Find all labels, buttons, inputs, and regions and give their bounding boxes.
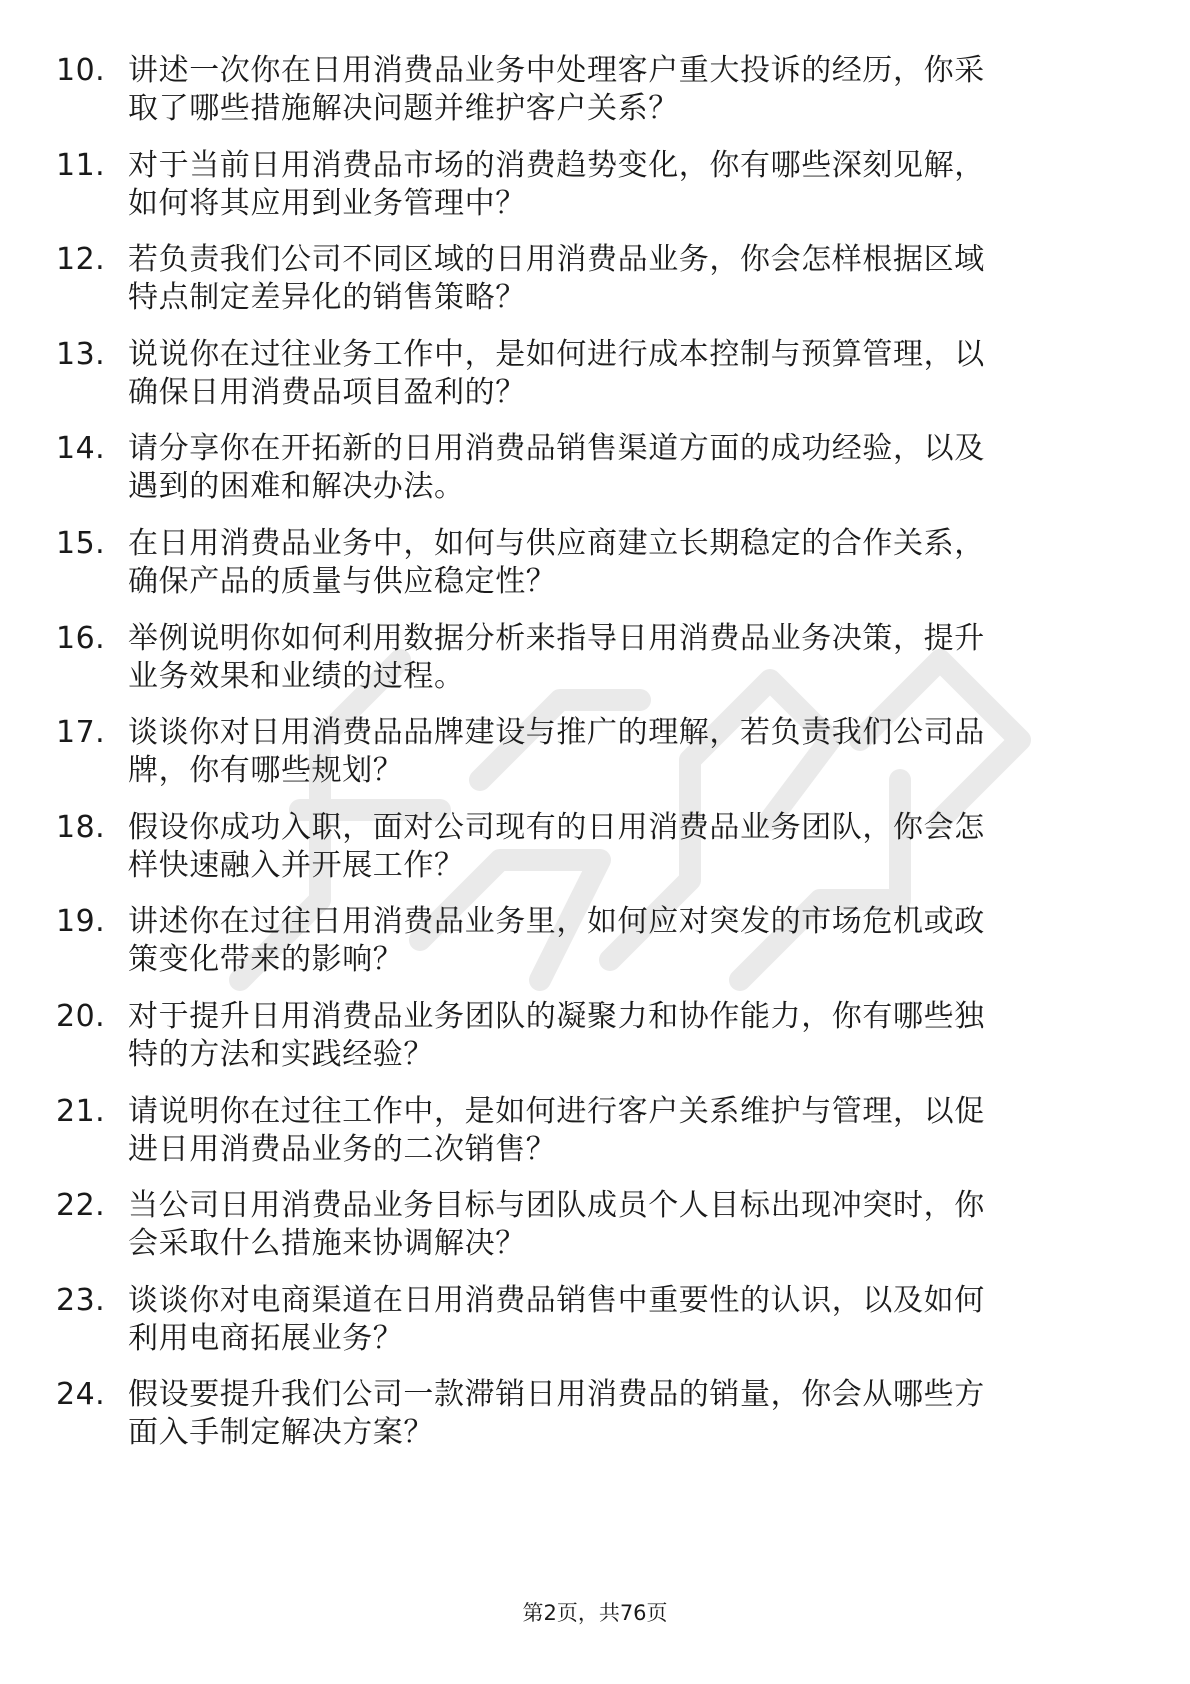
question-line: 样快速融入并开展工作？: [128, 847, 465, 883]
question-text: [128, 241, 1128, 317]
question-item: [0, 714, 1190, 809]
question-line: 讲述一次你在日用消费品业务中处理客户重大投诉的经历，你采: [128, 53, 985, 88]
question-text: [128, 1187, 1128, 1263]
page-footer: 第2页，共76页: [522, 1601, 668, 1625]
question-number: 10.: [56, 53, 106, 88]
question-number: 12.: [56, 242, 106, 278]
question-line: 遇到的困难和解决办法。: [128, 469, 465, 505]
question-number: 23.: [56, 1282, 106, 1318]
question-number: 21.: [56, 1093, 106, 1129]
question-number: 18.: [56, 809, 106, 845]
question-line: 对于提升日用消费品业务团队的凝聚力和协作能力，你有哪些独: [128, 998, 985, 1034]
question-text: [128, 998, 1128, 1074]
question-line: 取了哪些措施解决问题并维护客户关系？: [128, 91, 679, 126]
question-line: 假设你成功入职，面对公司现有的日用消费品业务团队，你会怎: [128, 809, 985, 845]
question-number: 15.: [56, 525, 106, 561]
question-number: 19.: [56, 904, 106, 940]
question-line: 如何将其应用到业务管理中？: [128, 185, 526, 221]
question-item: [0, 430, 1190, 525]
question-line: 在日用消费品业务中，如何与供应商建立长期稳定的合作关系，: [128, 525, 985, 561]
question-item: [0, 998, 1190, 1093]
question-text: [128, 620, 1128, 696]
question-text: [128, 430, 1128, 506]
question-item: [0, 809, 1190, 904]
question-number: 22.: [56, 1188, 106, 1224]
question-text: [128, 525, 1128, 601]
question-line: 谈谈你对日用消费品品牌建设与推广的理解，若负责我们公司品: [128, 715, 985, 751]
question-line: 对于当前日用消费品市场的消费趋势变化，你有哪些深刻见解，: [128, 147, 985, 183]
question-line: 讲述你在过往日用消费品业务里，如何应对突发的市场危机或政: [128, 904, 985, 940]
question-line: 利用电商拓展业务？: [128, 1320, 404, 1356]
question-line: 假设要提升我们公司一款滞销日用消费品的销量，你会从哪些方: [128, 1377, 985, 1413]
question-line: 谈谈你对电商渠道在日用消费品销售中重要性的认识，以及如何: [128, 1282, 985, 1318]
question-item: [0, 147, 1190, 242]
question-line: 若负责我们公司不同区域的日用消费品业务，你会怎样根据区域: [128, 242, 985, 278]
question-text: [128, 809, 1128, 885]
question-text: [128, 1376, 1128, 1452]
question-line: 会采取什么措施来协调解决？: [128, 1226, 526, 1262]
question-line: 面入手制定解决方案？: [128, 1415, 434, 1451]
question-item: [0, 903, 1190, 998]
question-text: [128, 1282, 1128, 1358]
question-number: 20.: [56, 998, 106, 1034]
question-line: 特的方法和实践经验？: [128, 1036, 434, 1072]
question-item: [0, 336, 1190, 431]
question-line: 业务效果和业绩的过程。: [128, 658, 465, 694]
question-text: [128, 1093, 1128, 1169]
question-item: [0, 52, 1190, 147]
question-line: 说说你在过往业务工作中，是如何进行成本控制与预算管理，以: [128, 336, 985, 372]
question-item: [0, 1187, 1190, 1282]
question-number: 24.: [56, 1377, 106, 1413]
question-number: 14.: [56, 431, 106, 467]
question-item: [0, 525, 1190, 620]
question-line: 策变化带来的影响？: [128, 942, 404, 978]
question-item: [0, 1376, 1190, 1471]
question-item: [0, 1282, 1190, 1377]
question-line: 请说明你在过往工作中，是如何进行客户关系维护与管理，以促: [128, 1093, 985, 1129]
question-number: 13.: [56, 336, 106, 372]
question-line: 确保日用消费品项目盈利的？: [128, 374, 526, 410]
question-item: [0, 241, 1190, 336]
question-line: 确保产品的质量与供应稳定性？: [128, 563, 557, 599]
question-number: 17.: [56, 715, 106, 751]
question-text: [128, 714, 1128, 790]
question-list: [0, 52, 1190, 1471]
question-line: 进日用消费品业务的二次销售？: [128, 1131, 557, 1167]
question-line: 牌，你有哪些规划？: [128, 753, 404, 789]
question-number: 11.: [56, 147, 106, 183]
question-line: 特点制定差异化的销售策略？: [128, 280, 526, 316]
question-number: 16.: [56, 620, 106, 656]
question-item: [0, 620, 1190, 715]
question-text: [128, 147, 1128, 223]
question-text: [128, 52, 1128, 128]
question-line: 请分享你在开拓新的日用消费品销售渠道方面的成功经验，以及: [128, 431, 985, 467]
question-text: [128, 336, 1128, 412]
question-line: 当公司日用消费品业务目标与团队成员个人目标出现冲突时，你: [128, 1188, 985, 1224]
question-item: [0, 1093, 1190, 1188]
question-text: [128, 903, 1128, 979]
question-line: 举例说明你如何利用数据分析来指导日用消费品业务决策，提升: [128, 620, 985, 656]
